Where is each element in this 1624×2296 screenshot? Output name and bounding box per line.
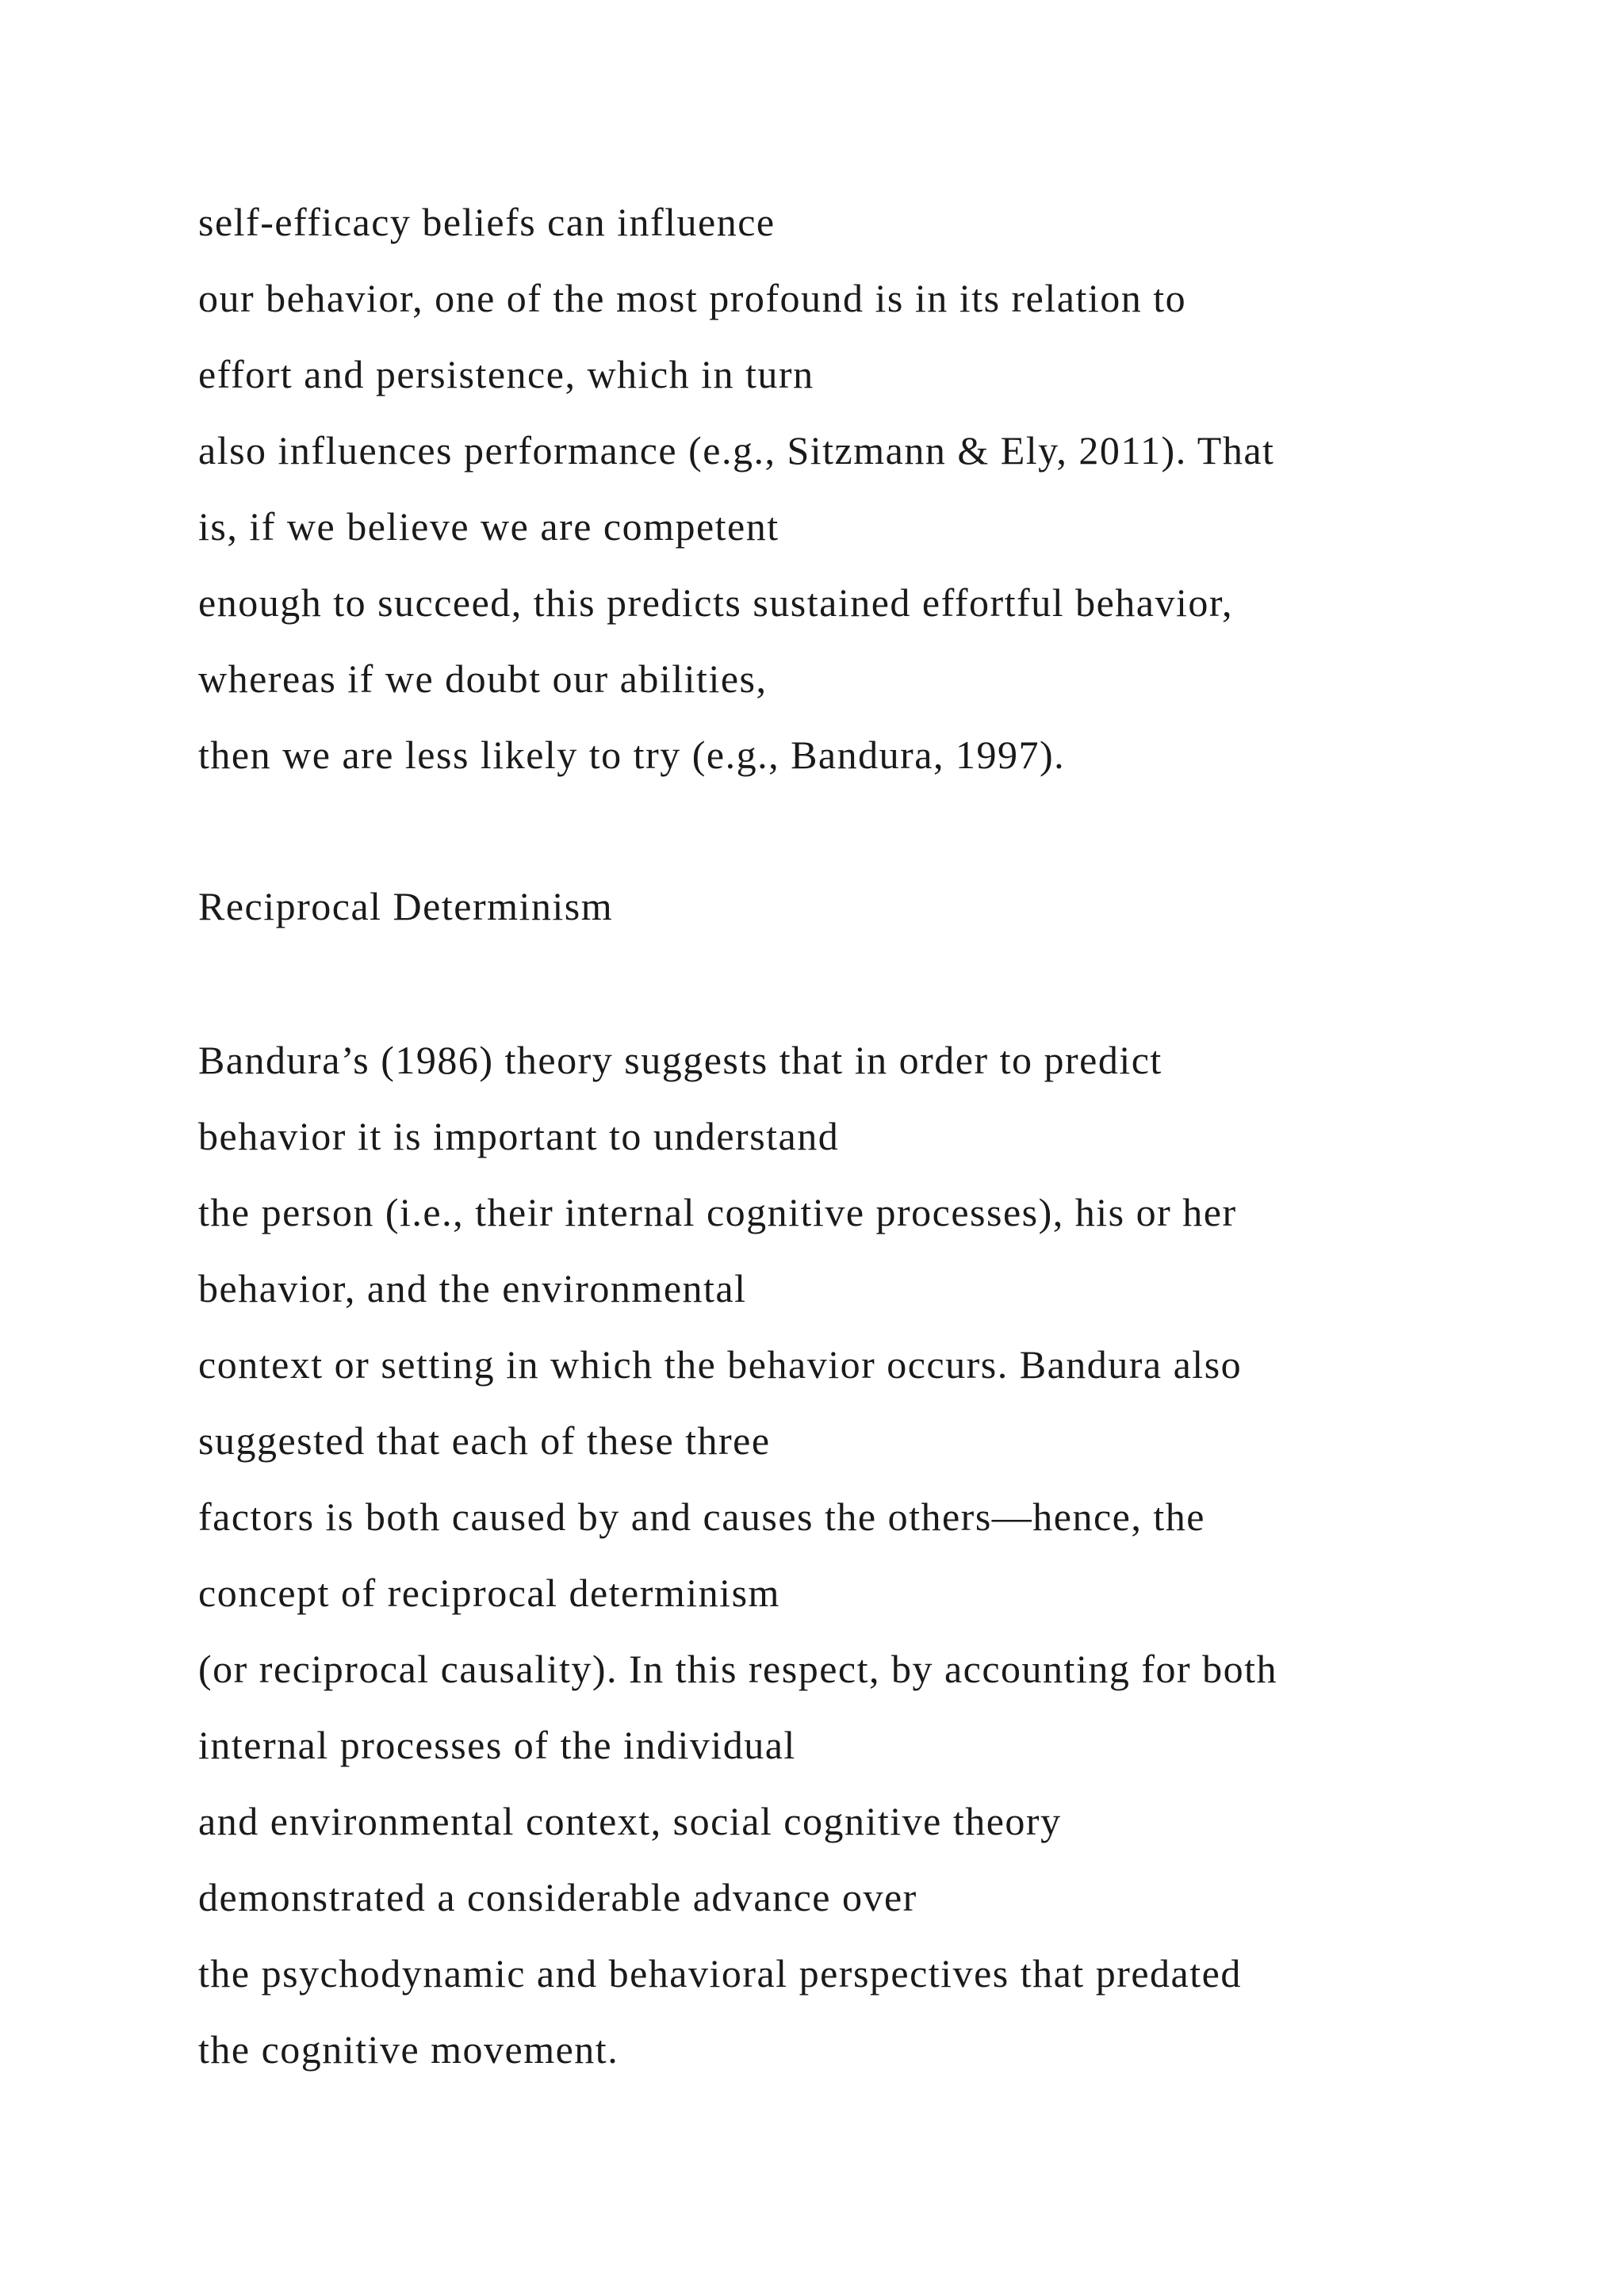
text-line: the person (i.e., their internal cognitive processes), his or her bbox=[198, 1190, 1237, 1234]
text-line: our behavior, one of the most profound is in its relation to bbox=[198, 276, 1187, 320]
text-line: behavior, and the environmental bbox=[198, 1266, 747, 1311]
text-line: whereas if we doubt our abilities, bbox=[198, 656, 768, 701]
section-heading bbox=[198, 868, 1483, 944]
text-line: enough to succeed, this predicts sustained effortful behavior, bbox=[198, 580, 1234, 625]
text-line: context or setting in which the behavior occurs. Bandura also bbox=[198, 1342, 1243, 1387]
text-line: suggested that each of these three bbox=[198, 1418, 771, 1463]
text-line: the cognitive movement. bbox=[198, 2027, 619, 2072]
text-line: factors is both caused by and causes the others—hence, the bbox=[198, 1494, 1205, 1539]
text-line: self-efficacy beliefs can influence bbox=[198, 200, 776, 244]
text-line: also influences performance (e.g., Sitzmann & Ely, 2011). That bbox=[198, 428, 1275, 473]
paragraph-self-efficacy bbox=[198, 184, 1483, 793]
text-line: and environmental context, social cognitive theory bbox=[198, 1799, 1062, 1843]
text-line: Bandura’s (1986) theory suggests that in order to predict bbox=[198, 1038, 1162, 1082]
section-heading-text: Reciprocal Determinism bbox=[198, 884, 614, 928]
text-line: internal processes of the individual bbox=[198, 1723, 796, 1767]
text-line: concept of reciprocal determinism bbox=[198, 1571, 780, 1615]
text-line: the psychodynamic and behavioral perspectives that predated bbox=[198, 1951, 1242, 1996]
text-line: is, if we believe we are competent bbox=[198, 504, 779, 549]
text-line: then we are less likely to try (e.g., Bandura, 1997). bbox=[198, 733, 1066, 777]
paragraph-reciprocal-determinism bbox=[198, 1022, 1483, 2087]
text-line: (or reciprocal causality). In this respect, by accounting for both bbox=[198, 1647, 1278, 1691]
text-line: effort and persistence, which in turn bbox=[198, 352, 814, 396]
text-line: behavior it is important to understand bbox=[198, 1114, 840, 1158]
text-line: demonstrated a considerable advance over bbox=[198, 1875, 917, 1919]
